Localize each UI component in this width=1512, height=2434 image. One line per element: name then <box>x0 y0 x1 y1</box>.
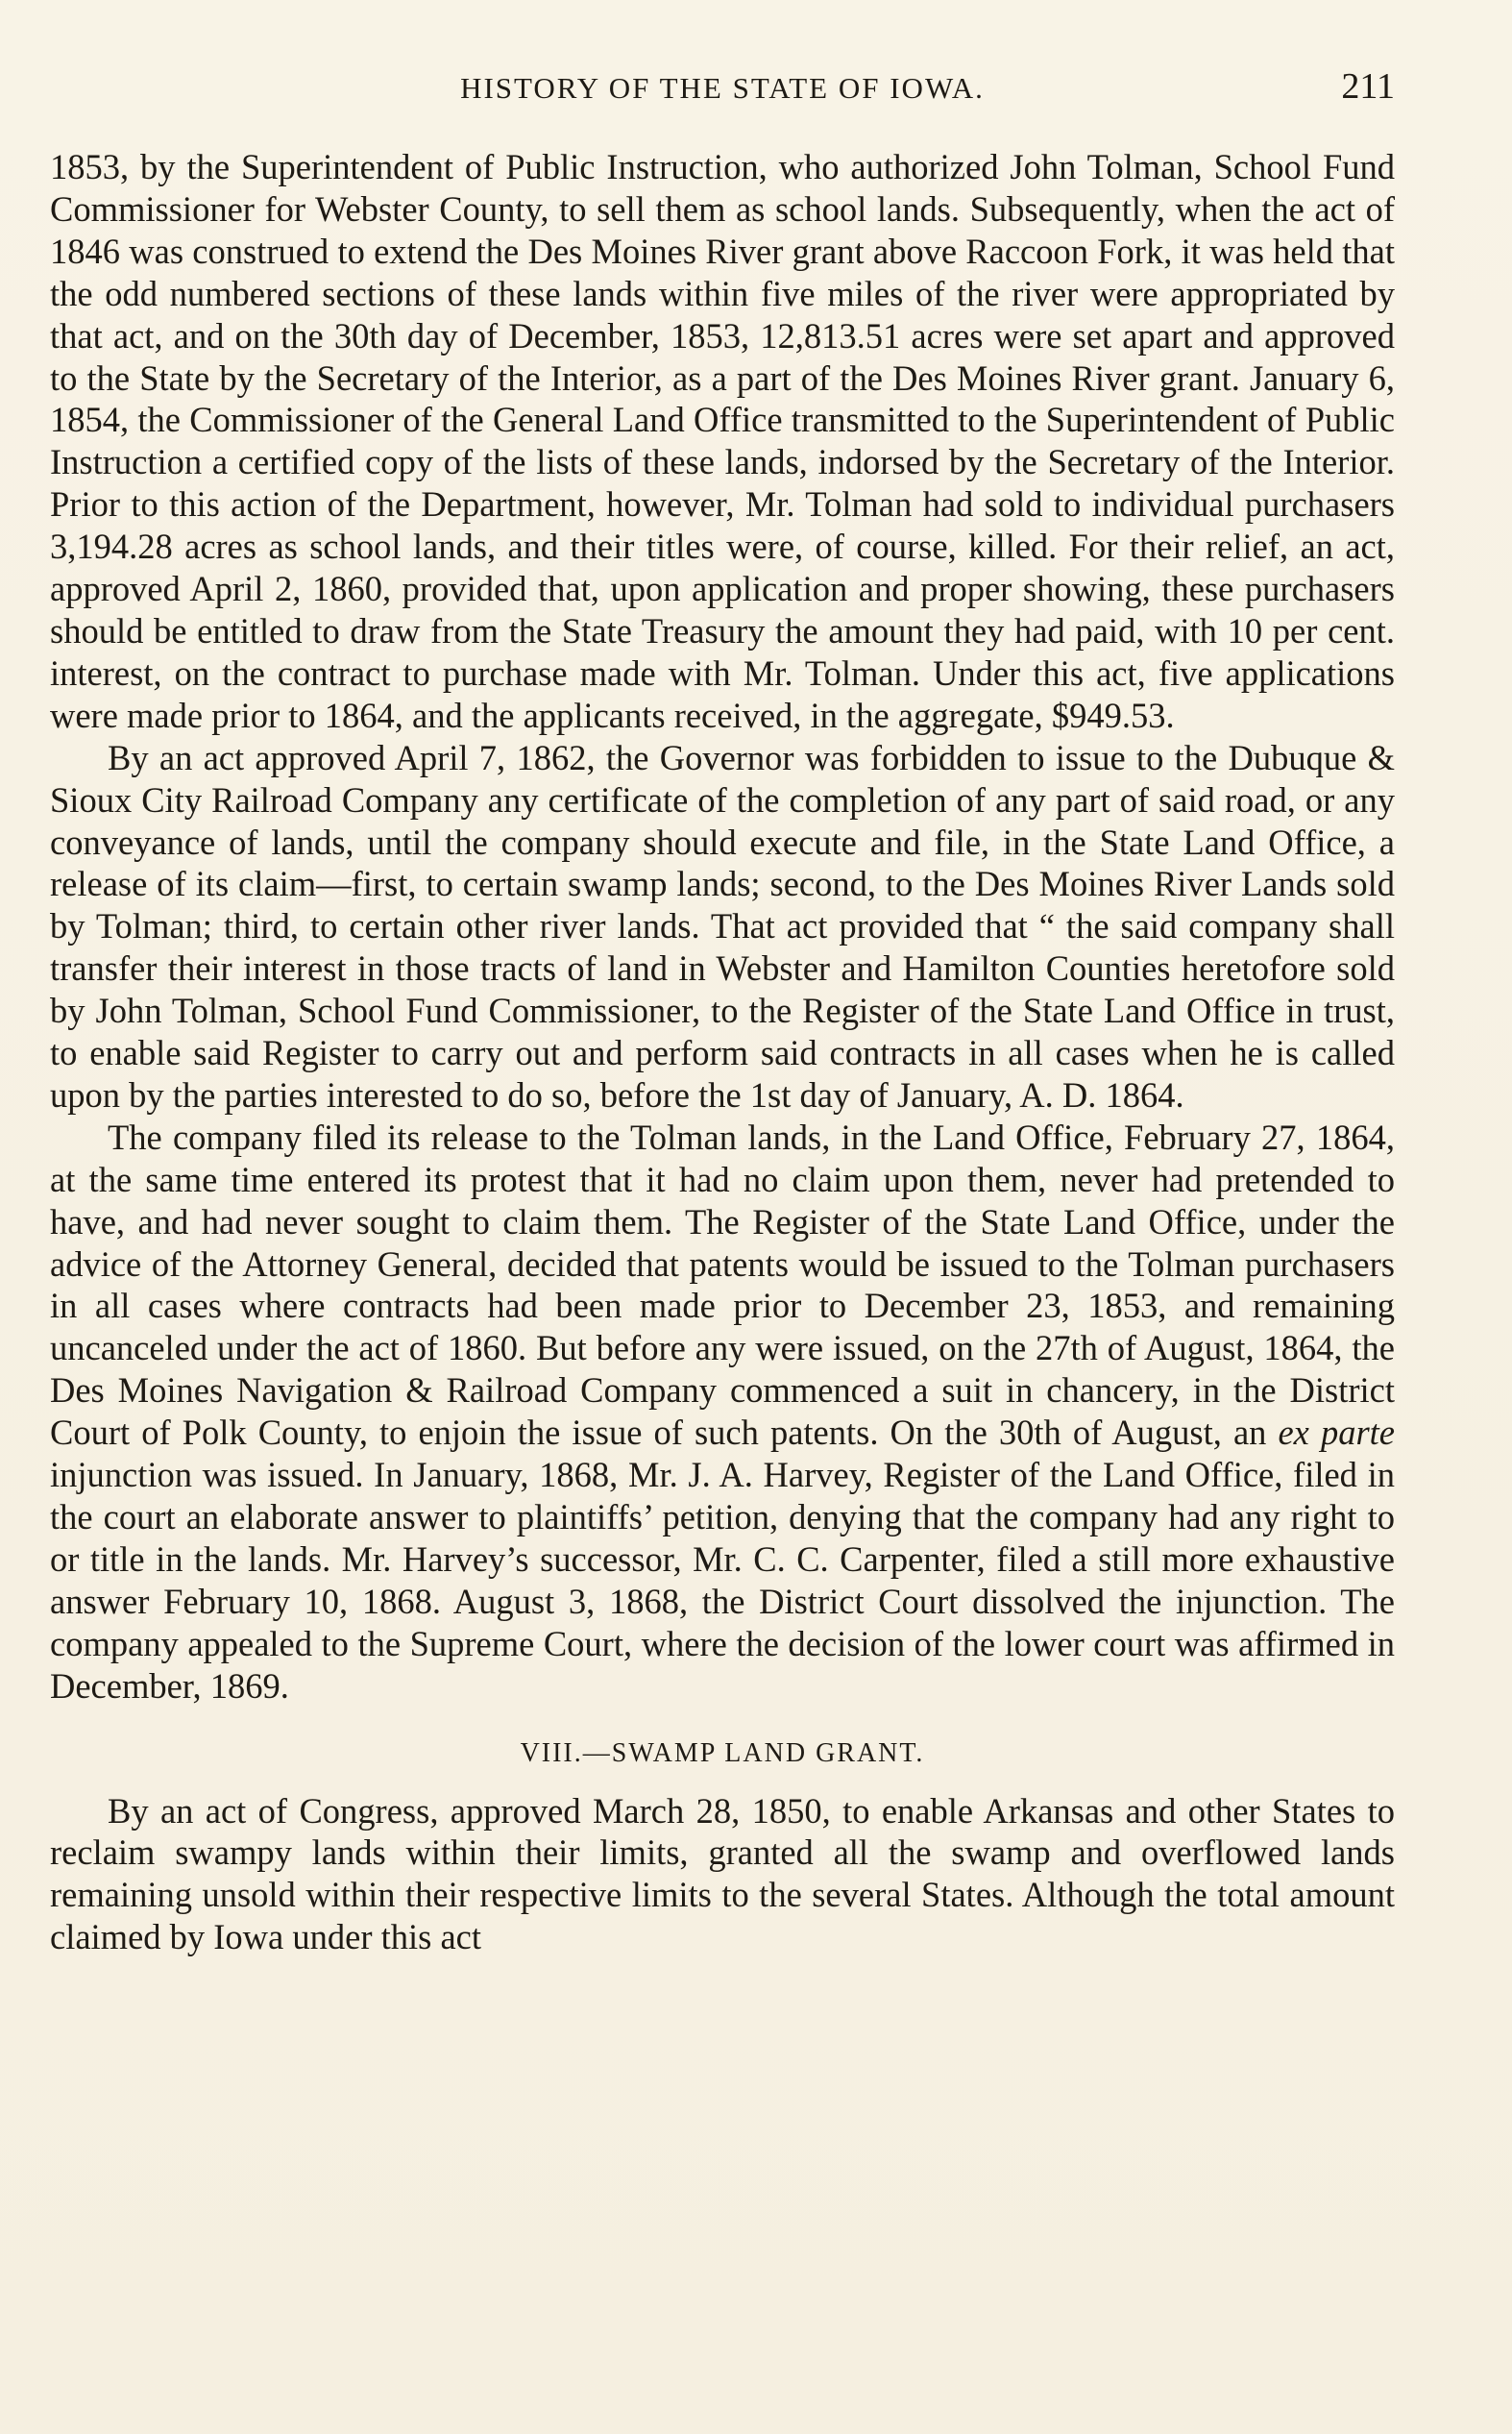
paragraph: By an act approved April 7, 1862, the Governor was forbidden to issue to the Dubuque & Sioux City Railroad Company any certificate of the completion of any part of said road, or any conveyance of lands, until the company should execute and file, in the State Land Office, a release of its claim—first, to certain swamp lands; second, to the Des Moines River Lands sold by Tolman; third, to certain other river lands. That act provided that “ the said company shall transfer their interest in those tracts of land in Webster and Hamilton Counties heretofore sold by John Tolman, School Fund Commissioner, to the Register of the State Land Office in trust, to enable said Register to carry out and perform said contracts in all cases when he is called upon by the parties interested to do so, before the 1st day of January, A. D. 1864. <box>50 737 1395 1115</box>
paragraph: 1853, by the Superintendent of Public Instruction, who authorized John Tolman, School Fund Commissioner for Webster County, to sell them as school lands. Subsequently, when the act of 1846 was construed to extend the Des Moines River grant above Raccoon Fork, it was held that the odd numbered sections of these lands within five miles of the river were appropriated by that act, and on the 30th day of December, 1853, 12,813.51 acres were set apart and approved to the State by the Secretary of the Interior, as a part of the Des Moines River grant. January 6, 1854, the Commissioner of the General Land Office transmitted to the Superintendent of Public Instruction a certified copy of the lists of these lands, indorsed by the Secretary of the Interior. Prior to this action of the Department, however, Mr. Tolman had sold to individual purchasers 3,194.28 acres as school lands, and their titles were, of course, killed. For their relief, an act, approved April 2, 1860, provided that, upon application and proper showing, these purchasers should be entitled to draw from the State Treasury the amount they had paid, with 10 per cent. interest, on the contract to purchase made with Mr. Tolman. Under this act, five applications were made prior to 1864, and the applicants received, in the aggregate, $949.53. <box>50 147 1395 735</box>
paragraph <box>50 1117 1395 1708</box>
paragraph-text: The company filed its release to the Tolman lands, in the Land Office, February 27, 1864, at the same time entered its protest that it had no claim upon them, never had pretended to have, and had never sought to claim them. The Register of the State Land Office, under the advice of the Attorney General, decided that patents would be issued to the Tolman purchasers in all cases where contracts had been made prior to December 23, 1853, and remaining uncanceled under the act of 1860. But before any were issued, on the 27th of August, 1864, the Des Moines Navigation & Railroad Company commenced a suit in chancery, in the District Court of Polk County, to enjoin the issue of such patents. On the 30th of August, an <box>50 1117 1395 1453</box>
latin-phrase: ex parte <box>1278 1413 1396 1453</box>
paragraph: By an act of Congress, approved March 28, 1850, to enable Arkansas and other States to reclaim swampy lands within their limits, granted all the swamp and overflowed lands remaining unsold within their respective limits to the several States. Although the total amount claimed by Iowa under this act <box>50 1790 1395 1957</box>
paragraph-text: injunction was issued. In January, 1868, Mr. J. A. Harvey, Register of the Land Office, filed in the court an elaborate answer to plaintiffs’ petition, denying that the company had any right to or title in the lands. Mr. Harvey’s successor, Mr. C. C. Carpenter, filed a still more exhaustive answer February 10, 1868. August 3, 1868, the District Court dissolved the injunction. The company appealed to the Supreme Court, where the decision of the lower court was affirmed in December, 1869. <box>50 1455 1395 1706</box>
page-header <box>50 60 1395 117</box>
running-title: HISTORY OF THE STATE OF IOWA. <box>460 71 985 105</box>
section-heading: VIII.—SWAMP LAND GRANT. <box>520 1737 925 1768</box>
page-number: 211 <box>1341 66 1395 107</box>
body-text <box>50 146 1395 1958</box>
